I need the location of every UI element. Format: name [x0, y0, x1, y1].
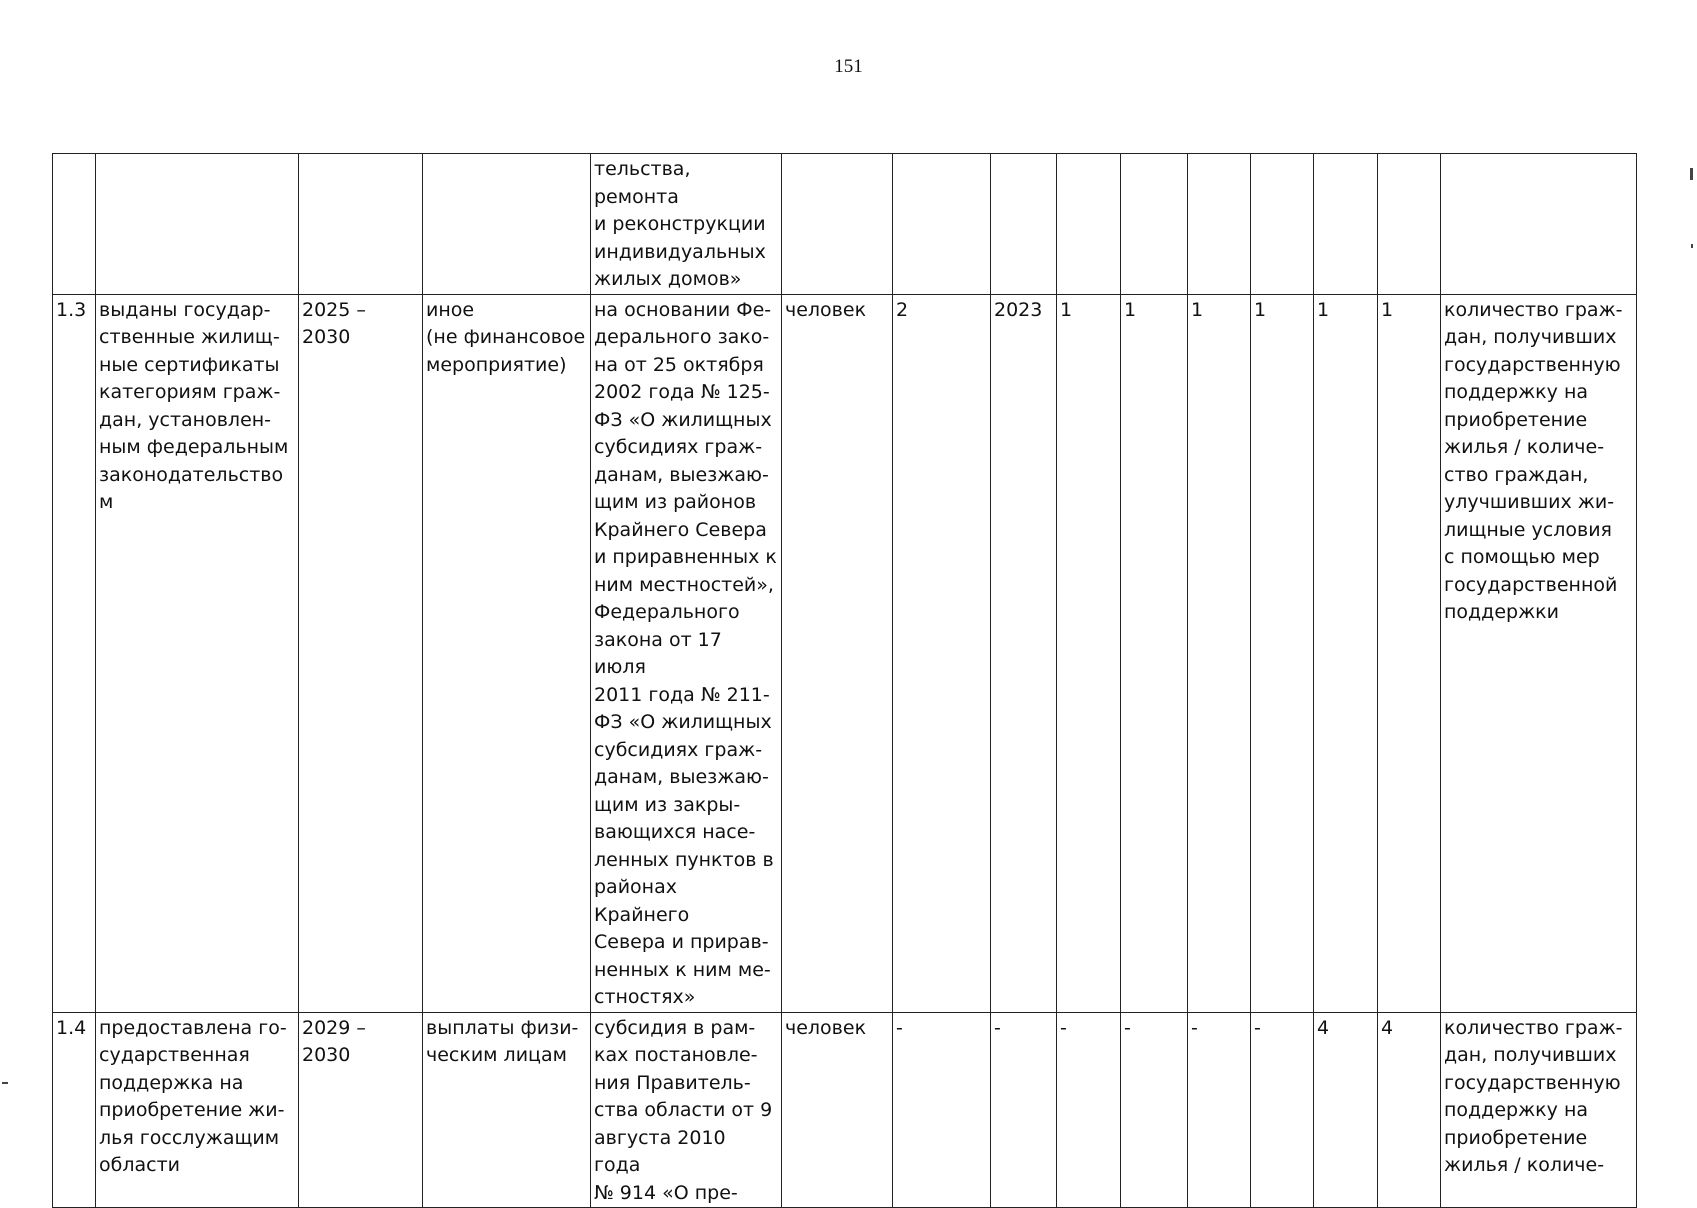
cell-year-value [1188, 154, 1251, 295]
scan-edge-mark [1691, 244, 1693, 248]
cell-unit [782, 154, 893, 295]
table-row-1-3 [53, 294, 1637, 1012]
cell-indicator: количество граж- дан, получивших государственную поддержку на приобретение жилья / количе- ство граждан, улучшивших жи- лищные условия с помощью мер государственной поддержки [1441, 294, 1637, 1012]
scan-edge-mark [1690, 168, 1693, 180]
cell-unit: человек [782, 294, 893, 1012]
cell-year-value [1314, 154, 1378, 295]
cell-year-value: 1 [1188, 294, 1251, 1012]
cell-year-value [1057, 154, 1121, 295]
cell-result [96, 154, 299, 295]
cell-type: иное (не финансовое мероприятие) [423, 294, 591, 1012]
table-row-continuation [53, 154, 1637, 295]
cell-period: 2029 – 2030 [299, 1012, 423, 1208]
cell-year-value: 4 [1378, 1012, 1441, 1208]
table-row-1-4 [53, 1012, 1637, 1208]
cell-basis: тельства, ремонта и реконструкции индивидуальных жилых домов» [591, 154, 782, 295]
cell-result: предоставлена го- сударственная поддержка на приобретение жи- лья госслужащим области [96, 1012, 299, 1208]
cell-base-value: 2 [893, 294, 991, 1012]
cell-result: выданы государ- ственные жилищ- ные сертификаты категориям граж- дан, установлен- ным федеральным законодательством [96, 294, 299, 1012]
cell-year-value: 1 [1378, 294, 1441, 1012]
cell-base-year: - [991, 1012, 1057, 1208]
cell-year-value: 1 [1314, 294, 1378, 1012]
scan-edge-mark [2, 1082, 8, 1084]
cell-year-value: - [1121, 1012, 1188, 1208]
cell-period [299, 154, 423, 295]
cell-period: 2025 – 2030 [299, 294, 423, 1012]
cell-year-value: - [1188, 1012, 1251, 1208]
cell-year-value: - [1057, 1012, 1121, 1208]
page-number: 151 [834, 56, 863, 77]
cell-year-value: - [1251, 1012, 1314, 1208]
cell-basis: субсидия в рам- ках постановле- ния Правитель- ства области от 9 августа 2010 года № 914 «О пре- [591, 1012, 782, 1208]
cell-year-value [1251, 154, 1314, 295]
cell-year-value: 1 [1251, 294, 1314, 1012]
cell-year-value [1121, 154, 1188, 295]
cell-indicator [1441, 154, 1637, 295]
cell-number [53, 154, 96, 295]
cell-year-value: 1 [1057, 294, 1121, 1012]
cell-year-value [1378, 154, 1441, 295]
cell-type [423, 154, 591, 295]
cell-year-value: 4 [1314, 1012, 1378, 1208]
cell-base-value: - [893, 1012, 991, 1208]
cell-type: выплаты физи- ческим лицам [423, 1012, 591, 1208]
cell-indicator: количество граж- дан, получивших государственную поддержку на приобретение жилья / количе- [1441, 1012, 1637, 1208]
cell-basis: на основании Фе- дерального зако- на от 25 октября 2002 года № 125- ФЗ «О жилищных субсидиях граж- данам, выезжаю- щим из районов Крайнего Севера и приравненных к ним местностей», Федерального закона от 17 июля 2011 года № 211- ФЗ «О жилищных субсидиях граж- данам, выезжаю- щим из закры- вающихся насе- ленных пунктов в районах Крайнего Севера и прирав- ненных к ним ме- стностях» [591, 294, 782, 1012]
cell-year-value: 1 [1121, 294, 1188, 1012]
cell-number: 1.4 [53, 1012, 96, 1208]
cell-number: 1.3 [53, 294, 96, 1012]
cell-unit: человек [782, 1012, 893, 1208]
cell-base-year [991, 154, 1057, 295]
program-measures-table [52, 153, 1637, 1208]
cell-base-year: 2023 [991, 294, 1057, 1012]
cell-base-value [893, 154, 991, 295]
